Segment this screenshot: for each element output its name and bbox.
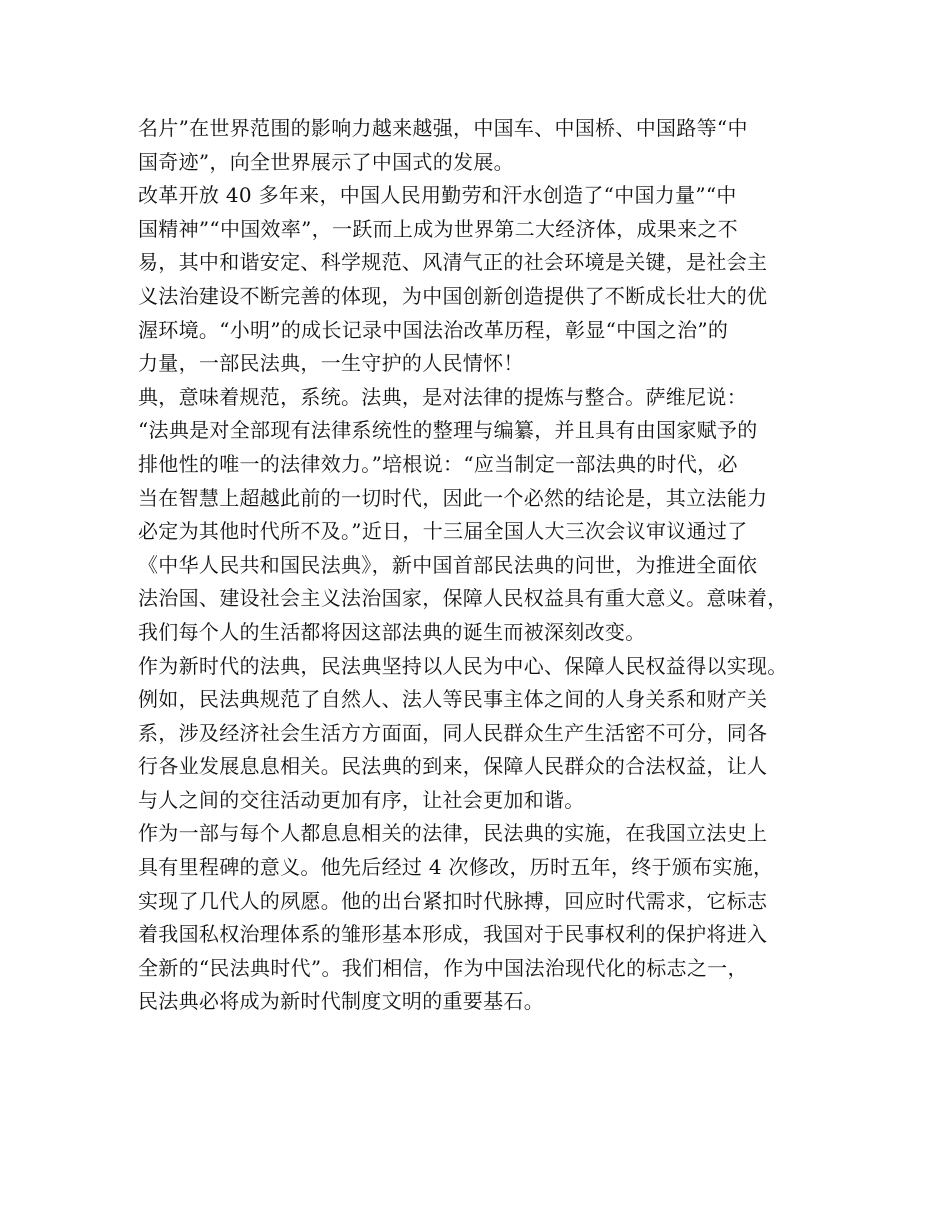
text-line: 力量，一部民法典，一生守护的人民情怀！ (138, 351, 524, 376)
document-body (138, 112, 828, 1019)
text-line: 全新的“民法典时代”。我们相信，作为中国法治现代化的标志之一， (138, 955, 748, 980)
text-line: 与人之间的交往活动更加有序，让社会更加和谐。 (138, 787, 585, 812)
text-line: 作为一部与每个人都息息相关的法律，民法典的实施，在我国立法史上 (138, 821, 768, 846)
text-line: 当在智慧上超越此前的一切时代，因此一个必然的结论是，其立法能力 (138, 485, 768, 510)
text-line: 《中华人民共和国民法典》，新中国首部民法典的问世，为推进全面依 (138, 552, 758, 577)
text-line: 必定为其他时代所不及。”近日，十三届全国人大三次会议审议通过了 (138, 519, 748, 544)
text-line: 法治国、建设社会主义法治国家，保障人民权益具有重大意义。意味着， (138, 586, 788, 611)
text-line: 排他性的唯一的法律效力。”培根说：“应当制定一部法典的时代，必 (138, 451, 738, 476)
text-line: 渥环境。“小明”的成长记录中国法治改革历程，彰显“中国之治”的 (138, 317, 729, 342)
text-line: 系，涉及经济社会生活方方面面，同人民群众生产生活密不可分，同各 (138, 720, 768, 745)
text-line: 义法治建设不断完善的体现，为中国创新创造提供了不断成长壮大的优 (138, 283, 768, 308)
text-line: 实现了几代人的夙愿。他的出台紧扣时代脉搏，回应时代需求，它标志 (138, 888, 768, 913)
text-line: 名片”在世界范围的影响力越来越强，中国车、中国桥、中国路等“中 (138, 116, 748, 140)
text-line: 典，意味着规范，系统。法典，是对法律的提炼与整合。萨维尼说： (138, 384, 747, 409)
text-line: 作为新时代的法典，民法典坚持以人民为中心、保障人民权益得以实现。 (138, 653, 788, 678)
text-line: “法典是对全部现有法律系统性的整理与编纂，并且具有由国家赋予的 (138, 418, 758, 443)
text-line: 行各业发展息息相关。民法典的到来，保障人民群众的合法权益，让人 (138, 754, 768, 779)
text-line: 改革开放 40 多年来，中国人民用勤劳和汗水创造了“中国力量”“中 (138, 183, 737, 208)
text-line: 我们每个人的生活都将因这部法典的诞生而被深刻改变。 (138, 619, 646, 644)
text-line: 国精神”“中国效率”，一跃而上成为世界第二大经济体，成果来之不 (138, 216, 738, 241)
text-line: 着我国私权治理体系的雏形基本形成，我国对于民事权利的保护将进入 (138, 922, 768, 947)
text-line: 具有里程碑的意义。他先后经过 4 次修改，历时五年，终于颁布实施， (138, 855, 774, 880)
text-line: 民法典必将成为新时代制度文明的重要基石。 (138, 989, 544, 1014)
text-line: 国奇迹”，向全世界展示了中国式的发展。 (138, 149, 514, 174)
text-line: 易，其中和谐安定、科学规范、风清气正的社会环境是关键，是社会主 (138, 250, 768, 275)
text-line: 例如，民法典规范了自然人、法人等民事主体之间的人身关系和财产关 (138, 687, 768, 712)
